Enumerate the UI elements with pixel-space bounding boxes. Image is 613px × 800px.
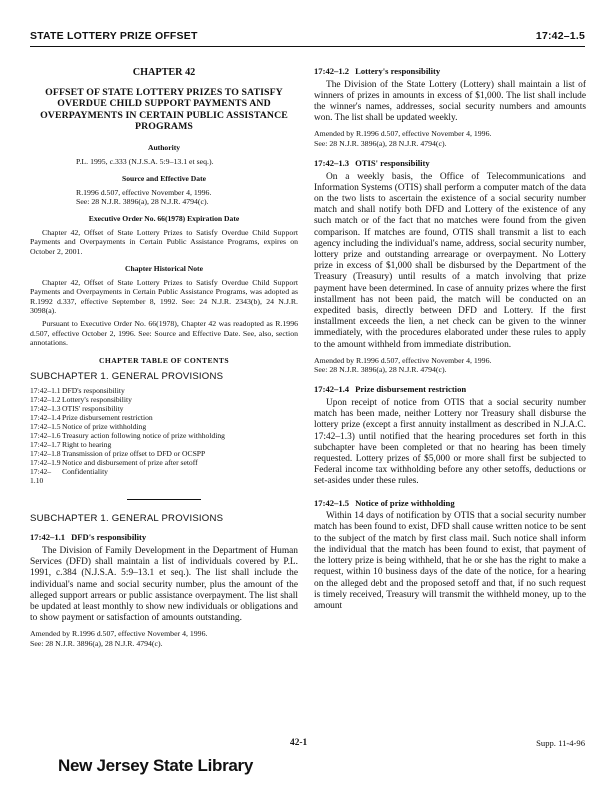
toc-section-number: 17:42–1.9 xyxy=(30,457,61,467)
historical-note-heading: Chapter Historical Note xyxy=(125,264,203,274)
toc-section-title: Transmission of prize offset to DFD or OCSPP xyxy=(62,448,206,458)
executive-order-text: Chapter 42, Offset of State Lottery Prizes to Satisfy Overdue Child Support Payments and Overpayments in Certain Public Assistance Programs, expires on October 2, 2001. xyxy=(30,227,298,256)
source-line-1: R.1996 d.507, effective November 4, 1996. xyxy=(76,187,212,197)
toc-section-number: 17:42–1.2 xyxy=(30,394,61,404)
source-heading: Source and Effective Date xyxy=(121,173,206,183)
toc-row xyxy=(30,440,298,449)
toc-row xyxy=(30,404,298,413)
toc-row xyxy=(30,449,298,458)
amendment-note: Amended by R.1996 d.507, effective November 4, 1996. xyxy=(30,629,208,639)
amendment-citation: See: 28 N.J.R. 3896(a), 28 N.J.R. 4794(c). xyxy=(30,638,163,648)
section-number: 17:42–1.1 xyxy=(30,532,66,543)
toc-row xyxy=(30,431,298,440)
amendment-citation: See: 28 N.J.R. 3896(a), 28 N.J.R. 4794(c). xyxy=(314,365,447,375)
toc-list xyxy=(30,386,298,485)
toc-row xyxy=(30,458,298,467)
chapter-title: OFFSET OF STATE LOTTERY PRIZES TO SATISFY OVERDUE CHILD SUPPORT PAYMENTS AND OVERPAYMENTS IN CERTAIN PUBLIC ASSISTANCE PROGRAMS xyxy=(40,86,288,133)
toc-section-title: DFD's responsibility xyxy=(62,385,125,395)
authority-heading: Authority xyxy=(147,142,181,152)
historical-note-text-2: Pursuant to Executive Order No. 66(1978), Chapter 42 was readopted as R.1996 d.507, effective October 2, 1996. See: Source and Effective Date. See, also, section annotations. xyxy=(30,319,298,348)
toc-subchapter-title: SUBCHAPTER 1. GENERAL PROVISIONS xyxy=(30,371,224,383)
section-number: 17:42–1.5 xyxy=(314,497,350,508)
toc-section-number: 17:42–1.5 xyxy=(30,421,61,431)
running-header-section: 17:42–1.5 xyxy=(535,30,585,42)
section-1-5-text: Within 14 days of notification by OTIS that a social security number match has been found to exist, DFD shall cause written notice to be sent to the subject of the match by first class mail. Such notice shall inform the individual that the match has been found to exist, that payment of the lottery prize is being withheld, that he or she has the right to make a request, within 10 business days of the date of the notice, for a hearing on the alleged debt and the proposed setoff and that, if no such request is timely received, Treasury will transmit the withheld money, up to the amount xyxy=(314,511,586,611)
toc-section-title: Treasury action following notice of prize withholding xyxy=(62,430,225,440)
right-column xyxy=(314,66,586,612)
toc-section-number: 17:42–1.3 xyxy=(30,403,61,413)
executive-order-heading: Executive Order No. 66(1978) Expiration Date xyxy=(88,214,240,224)
toc-section-title: Prize disbursement restriction xyxy=(62,412,153,422)
section-heading-1-4 xyxy=(314,384,586,395)
amendment-citation: See: 28 N.J.R. 3896(a), 28 N.J.R. 4794(c). xyxy=(314,138,447,148)
section-title: DFD's responsibility xyxy=(71,532,147,543)
section-heading-1-2 xyxy=(314,66,586,77)
chapter-number: CHAPTER 42 xyxy=(132,67,196,78)
section-1-2-text: The Division of the State Lottery (Lottery) shall maintain a list of winners of prizes in amounts in excess of $1,000. The list shall include the winner's names, addresses, social security numbers and amounts won. The list shall be updated weekly. xyxy=(314,79,586,124)
page-number: 42-1 xyxy=(290,738,308,748)
running-header-title: STATE LOTTERY PRIZE OFFSET xyxy=(30,30,198,42)
toc-heading: CHAPTER TABLE OF CONTENTS xyxy=(99,355,229,365)
toc-section-title: Notice and disbursement of prize after setoff xyxy=(62,457,198,467)
toc-row xyxy=(30,413,298,422)
toc-section-number: 17:42–1.10 xyxy=(30,466,52,485)
toc-section-title: OTIS' responsibility xyxy=(62,403,124,413)
section-number: 17:42–1.3 xyxy=(314,158,350,169)
toc-section-title: Confidentiality xyxy=(62,466,108,476)
section-title: Notice of prize withholding xyxy=(355,497,455,508)
toc-section-title: Notice of prize withholding xyxy=(62,421,147,431)
section-heading-1-5 xyxy=(314,498,586,509)
section-number: 17:42–1.4 xyxy=(314,384,350,395)
left-column xyxy=(30,66,298,648)
section-heading-1-1 xyxy=(30,532,298,543)
divider-rule xyxy=(127,499,201,500)
section-title: OTIS' responsibility xyxy=(355,158,430,169)
section-1-3-text: On a weekly basis, the Office of Telecommunications and Information Systems (OTIS) shall perform a computer match of the data on the two lists to ascertain the existence of a social security number match and shall notify both DFD and Lottery of the existence of any such match or of the fact that no matches were found from the given comparison. If matches are found, OTIS shall transmit a list to each agency including the individual's name, address, social security number, lottery prize and outstanding arrearage or overpayment. No Lottery prize in excess of $1,000 shall be disbursed by the Department of the Treasury (Treasury) until results of a match involving that prize payment have been determined. In case of annuity prizes where the first installment has not been paid, the match will be conducted on an expedited basis, directly between DFD and Lottery. If the first installment exceeds the lien, a net check can be given to the winner immediately, with the procedures elaborated under these rules to apply to the amount withheld from immediate distribution. xyxy=(314,171,586,350)
toc-row xyxy=(30,467,298,485)
running-header xyxy=(30,30,585,47)
section-1-4-text: Upon receipt of notice from OTIS that a social security number match has been made, neither Lottery nor Treasury shall disburse the lottery prize (except a first annuity installment as described in N.J.A.C. 17:42–1.3) until notified that the hearing procedures set forth in this subchapter have been completed or that no hearing has been timely requested. Lottery prizes of $5,000 or more shall first be subjected to Federal income tax withholding before any other setoffs, deductions or set-asides under these rules. xyxy=(314,398,586,487)
authority-text: P.L. 1995, c.333 (N.J.S.A. 5:9–13.1 et seq.). xyxy=(76,156,214,166)
toc-section-number: 17:42–1.4 xyxy=(30,412,61,422)
section-title: Lottery's responsibility xyxy=(355,66,441,76)
amendment-note: Amended by R.1996 d.507, effective November 4, 1996. xyxy=(314,355,492,365)
section-number: 17:42–1.2 xyxy=(314,66,350,76)
toc-row xyxy=(30,422,298,431)
toc-section-number: 17:42–1.1 xyxy=(30,385,61,395)
toc-section-number: 17:42–1.6 xyxy=(30,430,61,440)
historical-note-text-1: Chapter 42, Offset of State Lottery Prizes to Satisfy Overdue Child Support Payments and Overpayments in Certain Public Assistance Programs, was adopted as R.1992 d.337, effective September 8, 1992. See: 24 N.J.R. 2343(b), 24 N.J.R. 3098(a). xyxy=(30,277,298,315)
source-line-2: See: 28 N.J.R. 3896(a), 28 N.J.R. 4794(c). xyxy=(76,196,209,206)
toc-row xyxy=(30,386,298,395)
toc-section-number: 17:42–1.8 xyxy=(30,448,61,458)
toc-section-title: Right to hearing xyxy=(62,439,112,449)
library-watermark: New Jersey State Library xyxy=(58,756,254,775)
toc-section-number: 17:42–1.7 xyxy=(30,439,61,449)
supplement-date: Supp. 11-4-96 xyxy=(536,738,585,748)
toc-section-title: Lottery's responsibility xyxy=(62,394,132,404)
subchapter-title: SUBCHAPTER 1. GENERAL PROVISIONS xyxy=(30,512,224,524)
amendment-note: Amended by R.1996 d.507, effective November 4, 1996. xyxy=(314,129,492,139)
section-heading-1-3 xyxy=(314,158,586,169)
toc-row xyxy=(30,395,298,404)
section-title: Prize disbursement restriction xyxy=(355,384,467,395)
section-1-1-text: The Division of Family Development in the Department of Human Services (DFD) shall maintain a list of individuals covered by P.L. 1991, c.384 (N.J.S.A. 5:9–13.1 et seq.). The list shall include the individual's name and social security number, plus the amount of the alleged support arrears or public assistance overpayment. The list shall be updated at least monthly to show new individuals or obligations and to show payment or satisfaction of amounts outstanding. xyxy=(30,546,298,624)
